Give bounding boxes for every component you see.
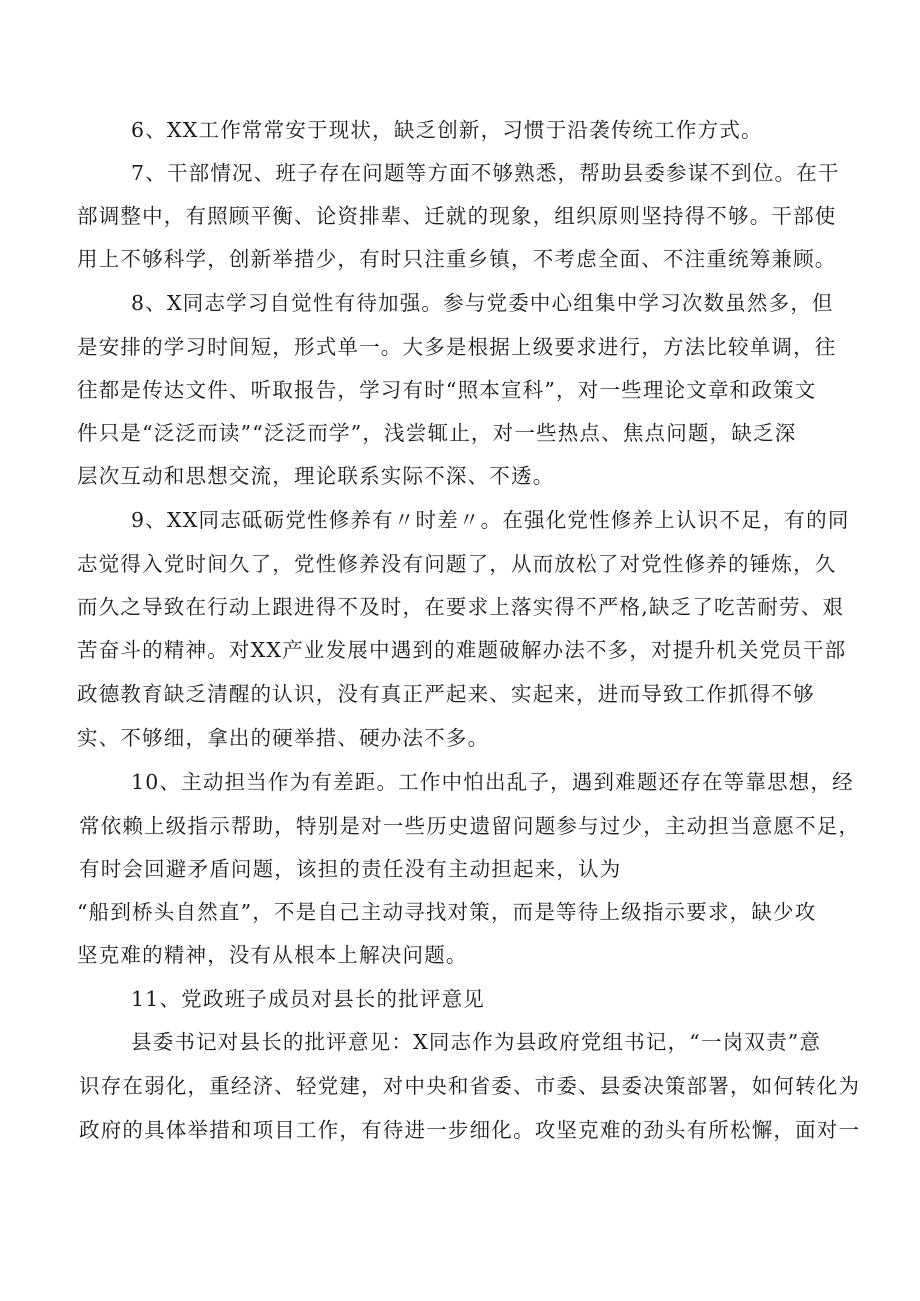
paragraph-8-line-3: 往都是传达文件、听取报告，学习有时“照本宣科”，对一些理论文章和政策文 — [77, 378, 817, 402]
paragraph-10-line-1: 10、主动担当作为有差距。工作中怕出乱子，遇到难题还存在等靠思想，经 — [131, 770, 854, 794]
paragraph-7-line-3: 用上不够科学，创新举措少，有时只注重乡镇，不考虑全面、不注重统筹兼顾。 — [77, 247, 837, 271]
paragraph-12-line-2: 识存在弱化，重经济、轻党建，对中央和省委、市委、县委决策部署，如何转化为 — [79, 1074, 861, 1098]
paragraph-8-line-5: 层次互动和思想交流，理论联系实际不深、不透。 — [77, 464, 555, 488]
paragraph-8-line-4: 件只是“泛泛而读”“泛泛而学”，浅尝辄止，对一些热点、焦点问题，缺乏深 — [77, 421, 797, 445]
paragraph-7-line-1: 7、干部情况、班子存在问题等方面不够熟悉，帮助县委参谋不到位。在干 — [131, 161, 840, 185]
paragraph-10-line-3: 有时会回避矛盾问题，该担的责任没有主动担起来，认为 — [79, 857, 622, 881]
paragraph-9-line-1: 9、XX同志砥砺党性修养有〃时差〃。在强化党性修养上认识不足，有的同 — [131, 508, 850, 532]
paragraph-9-line-5: 政德教育缺乏清醒的认识，没有真正严起来、实起来，进而导致工作抓得不够 — [77, 682, 815, 706]
paragraph-8-line-2: 是安排的学习时间短，形式单一。大多是根据上级要求进行，方法比较单调，往 — [77, 335, 837, 359]
paragraph-12-line-1: 县委书记对县长的批评意见：X同志作为县政府党组书记，“一岗双责”意 — [131, 1030, 822, 1054]
paragraph-10-line-5: 坚克难的精神，没有从根本上解决问题。 — [77, 943, 468, 967]
paragraph-7-line-2: 部调整中，有照顾平衡、论资排辈、迁就的现象，组织原则坚持得不够。干部使 — [77, 204, 837, 228]
paragraph-9-line-6: 实、不够细，拿出的硬举措、硬办法不多。 — [77, 726, 490, 750]
paragraph-8-line-1: 8、X同志学习自觉性有待加强。参与党委中心组集中学习次数虽然多，但 — [131, 291, 834, 315]
paragraph-9-line-2: 志觉得入党时间久了，党性修养没有问题了，从而放松了对党性修养的锤炼，久 — [77, 552, 837, 576]
paragraph-9-line-4: 苦奋斗的精神。对XX产业发展中遇到的难题破解办法不多，对提升机关党员干部 — [77, 638, 847, 662]
paragraph-6-line-1: 6、XX工作常常安于现状，缺乏创新，习惯于沿袭传统工作方式。 — [131, 118, 763, 142]
paragraph-10-line-2: 常依赖上级指示帮助，特别是对一些历史遗留问题参与过少，主动担当意愿不足， — [79, 814, 861, 838]
paragraph-10-line-4: “船到桥头自然直”，不是自己主动寻找对策，而是等待上级指示要求，缺少攻 — [77, 900, 817, 924]
paragraph-9-line-3: 而久之导致在行动上跟进得不及时，在要求上落实得不严格,缺乏了吃苦耐劳、艰 — [77, 595, 845, 619]
paragraph-11-heading: 11、党政班子成员对县长的批评意见 — [131, 987, 485, 1011]
paragraph-12-line-3: 政府的具体举措和项目工作，有待进一步细化。攻坚克难的劲头有所松懈，面对一 — [79, 1118, 861, 1142]
